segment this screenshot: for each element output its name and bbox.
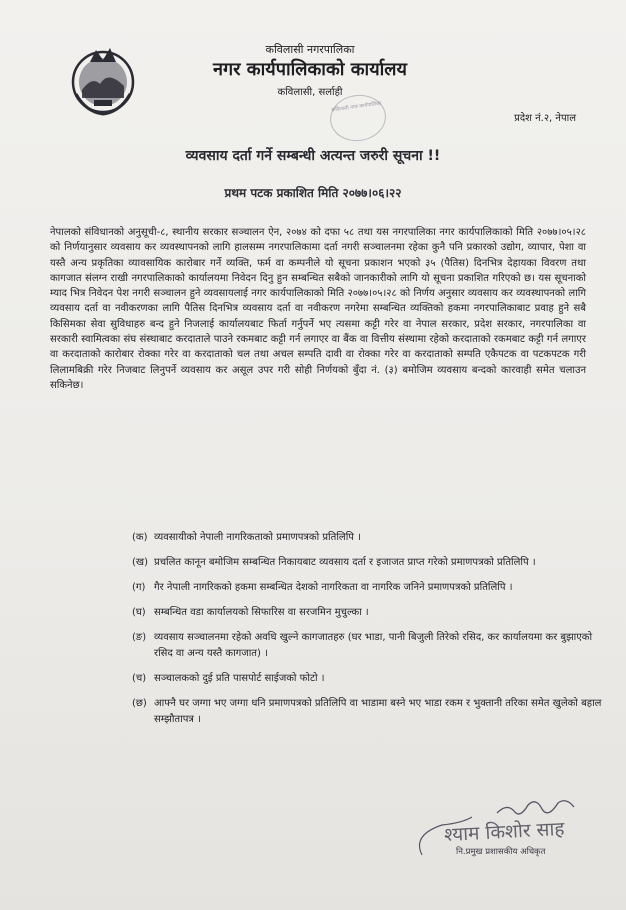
item-text: गैर नेपाली नागरिकको हकमा सम्बन्धित देशको नागरिकता वा नागरिक जनिने प्रमाणपत्रको प्रतिलिपि । (154, 582, 513, 593)
list-item (132, 580, 602, 596)
item-marker: (च) (132, 673, 147, 684)
item-text: प्रचलित कानून बमोजिम सम्बन्धित निकायबाट व्यवसाय दर्ता र इजाजत प्राप्त गरेको प्रमाणपत्रको प्रतिलिपि । (154, 557, 536, 568)
list-item (132, 671, 602, 687)
item-marker: (छ) (132, 698, 147, 709)
signatory-title: नि.प्रमुख प्रशासकीय अधिकृत (456, 847, 546, 857)
item-text: सञ्चालकको दुई प्रति पासपोर्ट साईजको फोटो । (154, 673, 325, 684)
notice-body: नेपालको संविधानको अनुसूची-८, स्थानीय सरकार सञ्चालन ऐन, २०७४ को दफा ५८ तथा यस नगरपालिका नगर कार्यपालिकाको मिति २०७७।०५।२८ को निर्णयानुसार व्यवसाय कर व्यवस्थापनको लागि हालसम्म नगरपालिकामा दर्ता नगरी सञ्चालनमा रहेका कुनै पनि प्रकारको उद्योग, व्यापार, पेशा वा यस्तै अन्य प्रकृतिका व्यावसायिक कारोबार गर्ने व्यक्ति, फर्म वा कम्पनीले यो सूचना प्रकाशन भएको ३५ (पैतिस) दिनभित्र देहायका विवरण तथा कागजात संलग्न राखी नगरपालिकाको कार्यालयमा निवेदन दिनु हुन सम्बन्धित सबैको जानकारीको लागि यो सूचना प्रकाशित गरिएको छ। यस सूचनाको म्याद भित्र निवेदन पेश नगरी सञ्चालन हुने व्यवसायलाई नगर कार्यपालिकाको मिति २०७७।०५।२८ को निर्णय अनुसार व्यवसाय कर व्यवस्थापनको लागि व्यवसाय दर्ता वा नवीकरणका लागि पैतिस दिनभित्र व्यवसाय दर्ता वा नवीकरण नगरेमा सम्बन्धित व्यक्तिको हकमा नगरपालिकाबाट प्रवाह हुने सबै किसिमका सेवा सुविधाहरु बन्द हुने निजलाई कार्यालयबाट फिर्ता गर्नुपर्ने भए त्यसमा कट्टी गरेर वा नेपाल सरकार, प्रदेश सरकार, नगरपालिका वा सरकारी स्वामित्वका संघ संस्थाबाट करदाताले पाउने रकमबाट कट्टी गर्न लगाएर वा बैंक वा वित्तीय संस्थामा रहेको करदाताको रकमबाट कट्टी गर्न लगाएर वा करदाताको कारोबार रोक्का गरेर वा करदाताको चल तथा अचल सम्पति दावी वा रोक्का गरेर वा करदाताको सम्पति एकैपटक वा पटकपटक गरी लिलामबिक्री गरेर निजबाट लिनुपर्ने व्यवसाय कर असूल उपर गरी सोही निर्णयको बुँदा नं. (३) बमोजिम व्यवसाय बन्दको कारवाही समेत चलाउन सकिनेछ। (50, 227, 586, 391)
item-marker: (ग) (132, 582, 146, 593)
list-item (132, 630, 602, 662)
office-stamp: कविलासी नगर कार्यपालिका (327, 91, 389, 144)
required-documents-list (132, 530, 602, 737)
publication-date: प्रथम पटक प्रकाशित मिति २०७७।०६।२२ (224, 186, 402, 200)
item-marker: (ख) (132, 557, 148, 568)
province-label: प्रदेश नं.२, नेपाल (514, 113, 576, 124)
item-marker: (घ) (132, 607, 146, 618)
item-text: सम्बन्धित वडा कार्यालयको सिफारिस वा सरजमिन मुचुल्का । (154, 607, 369, 618)
municipality-name: कविलासी नगरपालिका (265, 43, 355, 56)
signature-name: श्याम किशोर साह (443, 817, 565, 847)
nepal-emblem-icon (66, 40, 140, 120)
item-marker: (क) (132, 532, 148, 543)
notice-title: व्यवसाय दर्ता गर्ने सम्बन्धी अत्यन्त जरुरी सूचना !! (185, 148, 441, 164)
list-item (132, 530, 602, 546)
item-text: आफ्नै घर जग्गा भए जग्गा धनि प्रमाणपत्रको प्रतिलिपि वा भाडामा बस्ने भए भाडा रकम र भुक्तानी तरिका समेत खुलेको बहाल सम्झौतापत्र । (154, 698, 602, 725)
item-marker: (ङ) (132, 632, 147, 643)
list-item (132, 696, 602, 728)
item-text: व्यवसायीको नेपाली नागरिकताको प्रमाणपत्रको प्रतिलिपि । (154, 532, 361, 543)
item-text: व्यवसाय सञ्चालनमा रहेको अवधि खुल्ने कागजातहरु (घर भाडा, पानी बिजुली तिरेको रसिद, कर कार्यालयमा कर बुझाएको रसिद वा अन्य यस्तै कागजात) । (154, 632, 593, 659)
office-address: कविलासी, सर्लाही (277, 87, 343, 98)
signature-scribble-icon (402, 795, 602, 895)
list-item (132, 605, 602, 621)
office-name: नगर कार्यपालिकाको कार्यालय (213, 59, 407, 80)
list-item (132, 555, 602, 571)
